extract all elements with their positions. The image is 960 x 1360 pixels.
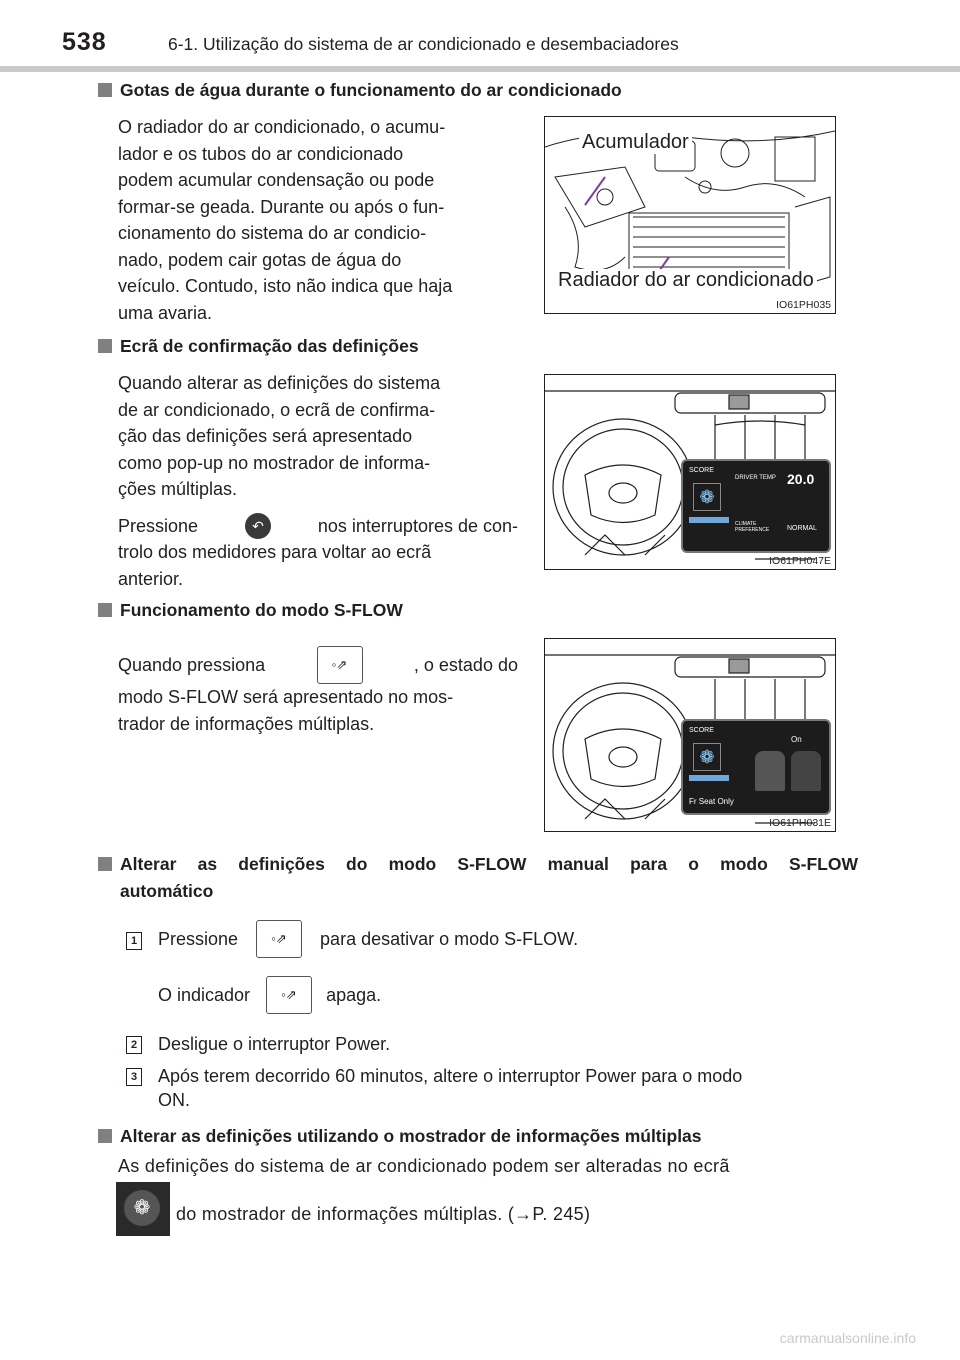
score-label: SCORE xyxy=(689,467,714,474)
level-bar xyxy=(689,775,729,781)
on-label: On xyxy=(791,735,802,744)
accumulator-label: Acumulador xyxy=(579,131,692,154)
line: como pop-up no mostrador de informa- xyxy=(118,452,431,473)
line: ções múltiplas. xyxy=(118,479,238,499)
seat-mode-label: Fr Seat Only xyxy=(689,797,734,806)
line: formar-se geada. Durante ou após o fun- xyxy=(118,196,445,217)
section-heading-confirm xyxy=(98,336,419,357)
heading-text: Gotas de água durante o funcionamento do ar condicionado xyxy=(120,80,622,100)
line: Quando alterar as definições do sistema xyxy=(118,373,441,393)
line: anterior. xyxy=(118,568,184,589)
figure-code: IO61PH031E xyxy=(769,817,831,829)
heading-line-2: automático xyxy=(120,881,214,901)
line: de ar condicionado, o ecrã de confirma- xyxy=(118,399,436,420)
step-3 xyxy=(158,1064,858,1112)
step-text: O indicador xyxy=(158,985,251,1005)
line: O radiador do ar condicionado, o acumu- xyxy=(118,117,446,137)
chapter-title: 6-1. Utilização do sistema de ar condicionado e desembaciadores xyxy=(168,34,679,54)
line: nado, podem cair gotas de água do xyxy=(118,249,402,270)
header-rule xyxy=(0,66,960,72)
section-heading-water xyxy=(98,80,622,101)
watermark: carmanualsonline.info xyxy=(779,1330,916,1346)
dashboard-figure-sflow xyxy=(544,638,836,832)
step-text: Pressione xyxy=(158,929,239,949)
line: podem acumular condensação ou pode xyxy=(118,170,435,190)
climate-label-1: CLIMATE xyxy=(735,521,757,527)
section-heading-sflow xyxy=(98,600,403,621)
line: uma avaria. xyxy=(118,302,213,323)
mid-line-1: As definições do sistema de ar condicionado podem ser alteradas no ecrã xyxy=(118,1156,730,1176)
fan-icon: ❁ xyxy=(693,743,721,771)
mid-display-screen xyxy=(681,459,831,553)
line: veículo. Contudo, isto não indica que haja xyxy=(118,276,453,296)
seat-icon xyxy=(791,751,821,791)
line-post: , o estado do xyxy=(413,654,518,675)
line: trolo dos medidores para voltar ao ecrã xyxy=(118,542,432,562)
step-2: Desligue o interruptor Power. xyxy=(158,1034,391,1054)
figure-code: IO61PH047E xyxy=(769,555,831,567)
heading-text: Ecrã de confirmação das definições xyxy=(120,336,419,356)
step-text: apaga. xyxy=(326,985,382,1005)
temp-value: 20.0 xyxy=(787,471,815,487)
mid-display-screen xyxy=(681,719,831,815)
level-bar xyxy=(689,517,729,523)
bullet-square xyxy=(98,83,112,97)
section-heading-mid xyxy=(98,1126,702,1147)
line: cionamento do sistema do ar condicio- xyxy=(118,223,427,243)
s-flow-button-icon: ◦⇗ xyxy=(317,646,363,684)
line: lador e os tubos do ar condicionado xyxy=(118,143,404,164)
dashboard-figure-confirm xyxy=(544,374,836,570)
seat-icon xyxy=(755,751,785,791)
bullet-square xyxy=(98,603,112,617)
s-flow-indicator-icon: ◦⇗ xyxy=(266,976,312,1014)
water-paragraph xyxy=(118,114,518,326)
return-button-icon: ↶ xyxy=(245,513,271,539)
step-1-note xyxy=(158,976,381,1014)
line-pre: Quando pressiona xyxy=(118,654,266,675)
line: ção das definições será apresentado xyxy=(118,426,413,446)
press-pre: Pressione xyxy=(118,515,199,536)
radiator-label: Radiador do ar condicionado xyxy=(555,269,817,292)
climate-label-2: PREFERENCE xyxy=(735,527,770,533)
step-text: para desativar o modo S-FLOW. xyxy=(320,929,579,949)
step-number: 1 xyxy=(126,932,142,950)
step-1 xyxy=(158,920,578,958)
step-text: ON. xyxy=(158,1090,191,1110)
mode-value: NORMAL xyxy=(787,525,817,532)
press-line xyxy=(118,513,518,540)
step-text: Após terem decorrido 60 minutos, altere o interruptor Power para o modo xyxy=(158,1066,743,1086)
heading-text: Alterar as definições utilizando o mostrador de informações múltiplas xyxy=(120,1126,702,1146)
section-heading-manual-auto xyxy=(98,854,858,902)
bullet-square xyxy=(98,339,112,353)
heading-text: Funcionamento do modo S-FLOW xyxy=(120,600,403,620)
score-label: SCORE xyxy=(689,727,714,734)
line: modo S-FLOW será apresentado no mos- xyxy=(118,687,454,707)
page-number: 538 xyxy=(62,28,107,56)
press-post: nos interruptores de con- xyxy=(317,515,518,536)
engine-bay-figure xyxy=(544,116,836,314)
step-number: 3 xyxy=(126,1068,142,1086)
heading-text xyxy=(120,854,858,902)
line: trador de informações múltiplas. xyxy=(118,713,375,734)
sflow-paragraph xyxy=(118,646,518,737)
bullet-square xyxy=(98,857,112,871)
driver-temp-label: DRIVER TEMP xyxy=(735,475,776,481)
step-number: 2 xyxy=(126,1036,142,1054)
s-flow-button-icon: ◦⇗ xyxy=(256,920,302,958)
bullet-square xyxy=(98,1129,112,1143)
sflow-first-line xyxy=(118,646,518,684)
heading-line-1: Alterar as definições do modo S-FLOW manual para o modo S-FLOW xyxy=(120,854,858,874)
climate-screen-icon: ❁ xyxy=(116,1182,170,1236)
confirm-paragraph xyxy=(118,370,518,592)
mid-line-2: do mostrador de informações múltiplas. (→P. 245) xyxy=(176,1204,591,1224)
climate-label xyxy=(735,521,769,533)
fan-icon: ❁ xyxy=(693,483,721,511)
figure-code: IO61PH035 xyxy=(776,299,831,311)
